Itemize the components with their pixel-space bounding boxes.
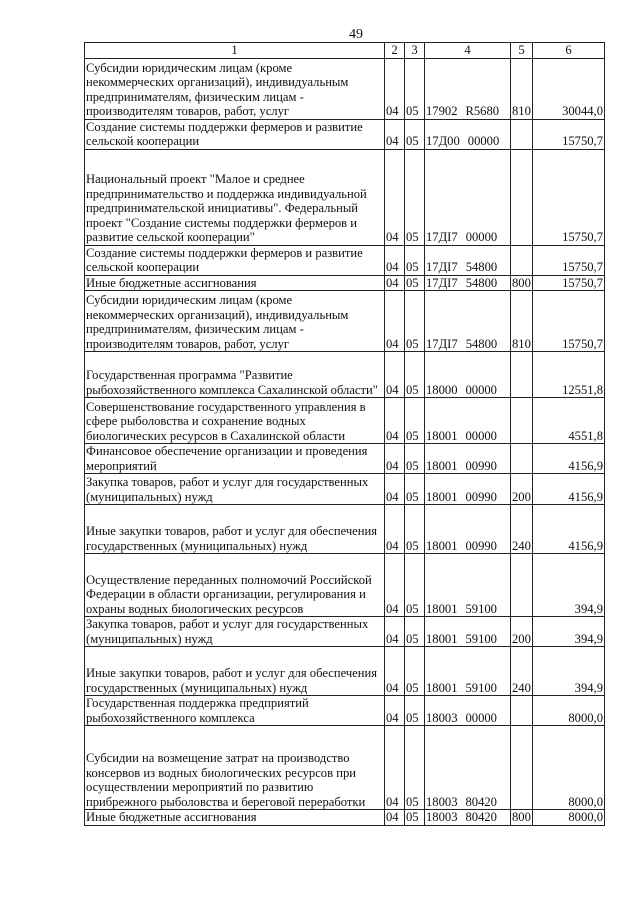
budget-table xyxy=(84,42,605,826)
header-cell-target-article: 4 xyxy=(425,43,511,59)
row-expense-type-cell xyxy=(511,554,533,617)
row-subsection-cell: 05 xyxy=(405,352,425,398)
target-article-suffix: 80420 xyxy=(465,794,497,809)
row-amount-cell: 8000,0 xyxy=(533,696,605,726)
table-row xyxy=(85,398,605,444)
target-article-suffix: R5680 xyxy=(465,104,500,118)
row-target-article-cell xyxy=(425,352,511,398)
row-expense-type-cell: 800 xyxy=(512,275,531,290)
table-row xyxy=(85,810,605,826)
table-row xyxy=(85,505,605,554)
row-subsection-cell: 05 xyxy=(405,119,425,149)
row-subsection-cell: 05 xyxy=(405,810,425,826)
target-article-code: 17ДI7 xyxy=(426,260,458,274)
row-expense-type-cell xyxy=(511,696,533,726)
row-subsection-cell: 05 xyxy=(405,554,425,617)
target-article-suffix: 00000 xyxy=(465,382,497,397)
row-section-cell: 04 xyxy=(385,554,405,617)
header-row xyxy=(85,43,605,59)
table-row xyxy=(85,647,605,696)
row-section-cell: 04 xyxy=(385,810,405,826)
target-article-suffix: 00000 xyxy=(465,710,497,725)
target-article-code: 18003 xyxy=(426,810,458,824)
row-target-article-cell xyxy=(425,291,511,352)
target-article-suffix: 00000 xyxy=(465,428,497,443)
table-row xyxy=(85,58,605,119)
target-article-code: 18001 xyxy=(426,631,458,646)
row-target-article-cell xyxy=(425,245,511,275)
table-row xyxy=(85,119,605,149)
row-target-article-cell xyxy=(425,398,511,444)
target-article-code: 18001 xyxy=(426,538,458,553)
row-name-cell: Осуществление переданных полномочий Российской Федерации в области организации, регулирования и охраны водных биологических ресурсов xyxy=(85,554,385,617)
row-expense-type-cell: 240 xyxy=(511,505,533,554)
row-target-article-cell xyxy=(425,554,511,617)
row-amount-cell: 4156,9 xyxy=(533,505,605,554)
header-cell-subsection: 3 xyxy=(405,43,425,59)
header-cell-expense-type: 5 xyxy=(511,43,533,59)
table-row xyxy=(85,444,605,474)
row-section-cell: 04 xyxy=(385,444,405,474)
row-target-article-cell xyxy=(425,58,511,119)
row-section-cell: 04 xyxy=(385,398,405,444)
row-target-article-cell xyxy=(425,149,511,245)
target-article-suffix: 59100 xyxy=(465,631,497,646)
target-article-suffix: 00000 xyxy=(467,134,500,148)
row-subsection-cell: 05 xyxy=(405,505,425,554)
row-expense-type-cell xyxy=(511,444,533,474)
target-article-code: 18001 xyxy=(426,458,458,473)
row-target-article-cell xyxy=(425,119,511,149)
row-name-cell: Иные бюджетные ассигнования xyxy=(85,810,385,826)
row-subsection-cell: 05 xyxy=(405,444,425,474)
target-article-suffix: 00000 xyxy=(465,230,498,244)
row-target-article-cell xyxy=(425,474,511,505)
row-amount-cell: 8000,0 xyxy=(533,726,605,810)
table-row xyxy=(85,352,605,398)
row-section-cell: 04 xyxy=(385,291,405,352)
row-expense-type-cell xyxy=(511,119,533,149)
row-section-cell: 04 xyxy=(385,352,405,398)
table-row xyxy=(85,275,605,291)
row-subsection-cell: 05 xyxy=(405,291,425,352)
row-expense-type-cell: 200 xyxy=(511,617,533,647)
row-expense-type-cell xyxy=(511,726,533,810)
row-name-cell: Государственная программа "Развитие рыбохозяйственного комплекса Сахалинской области" xyxy=(85,352,385,398)
row-amount-cell: 12551,8 xyxy=(533,352,605,398)
row-name-cell: Государственная поддержка предприятий рыбохозяйственного комплекса xyxy=(85,696,385,726)
row-amount-cell: 8000,0 xyxy=(533,810,605,826)
row-expense-type-cell xyxy=(511,149,533,245)
target-article-suffix: 59100 xyxy=(465,601,497,616)
row-subsection-cell: 05 xyxy=(405,245,425,275)
row-target-article-cell xyxy=(425,275,511,291)
target-article-code: 18001 xyxy=(426,489,458,504)
row-subsection-cell: 05 xyxy=(405,696,425,726)
row-name-cell: Иные закупки товаров, работ и услуг для обеспечения государственных (муниципальных) нужд xyxy=(85,647,385,696)
row-name-cell: Иные закупки товаров, работ и услуг для обеспечения государственных (муниципальных) нужд xyxy=(85,505,385,554)
row-expense-type-cell: 800 xyxy=(512,810,531,824)
row-section-cell: 04 xyxy=(385,119,405,149)
target-article-code: 18003 xyxy=(426,794,458,809)
row-target-article-cell xyxy=(425,617,511,647)
table-row xyxy=(85,149,605,245)
row-section-cell: 04 xyxy=(385,149,405,245)
row-amount-cell: 15750,7 xyxy=(533,119,605,149)
target-article-code: 18001 xyxy=(426,428,458,443)
table-row xyxy=(85,617,605,647)
row-name-cell: Иные бюджетные ассигнования xyxy=(85,275,385,291)
row-target-article-cell xyxy=(425,444,511,474)
row-target-article-cell xyxy=(425,696,511,726)
target-article-suffix: 54800 xyxy=(465,260,498,274)
row-expense-type-cell: 810 xyxy=(511,58,533,119)
row-subsection-cell: 05 xyxy=(405,617,425,647)
table-row xyxy=(85,696,605,726)
row-subsection-cell: 05 xyxy=(405,149,425,245)
row-name-cell: Субсидии юридическим лицам (кроме некоммерческих организаций), индивидуальным предпринимателям, физическим лицам - производителям товаров, работ, услуг xyxy=(85,291,385,352)
row-expense-type-cell: 810 xyxy=(511,291,533,352)
target-article-suffix: 00990 xyxy=(465,489,497,504)
row-target-article-cell xyxy=(425,647,511,696)
row-name-cell: Создание системы поддержки фермеров и развитие сельской кооперации xyxy=(85,119,385,149)
table-row xyxy=(85,474,605,505)
row-name-cell: Субсидии юридическим лицам (кроме некоммерческих организаций), индивидуальным предпринимателям, физическим лицам - производителям товаров, работ, услуг xyxy=(85,58,385,119)
target-article-code: 17ДI7 xyxy=(426,336,458,351)
header-cell-amount: 6 xyxy=(533,43,605,59)
row-subsection-cell: 05 xyxy=(405,726,425,810)
row-name-cell: Национальный проект "Малое и среднее предпринимательство и поддержка индивидуальной предпринимательской инициативы". Федеральный проект "Создание системы поддержки фермеров и развитие сельской кооперации" xyxy=(85,149,385,245)
table-row xyxy=(85,554,605,617)
row-section-cell: 04 xyxy=(385,474,405,505)
row-target-article-cell xyxy=(425,726,511,810)
row-subsection-cell: 05 xyxy=(405,275,425,291)
row-section-cell: 04 xyxy=(385,617,405,647)
page-number: 49 xyxy=(349,27,363,42)
row-expense-type-cell: 200 xyxy=(511,474,533,505)
header-cell-section: 2 xyxy=(385,43,405,59)
row-amount-cell: 15750,7 xyxy=(533,275,605,291)
row-name-cell: Финансовое обеспечение организации и проведения мероприятий xyxy=(85,444,385,474)
row-amount-cell: 394,9 xyxy=(533,647,605,696)
row-section-cell: 04 xyxy=(385,726,405,810)
target-article-code: 18001 xyxy=(426,680,458,695)
table-row xyxy=(85,291,605,352)
row-subsection-cell: 05 xyxy=(405,474,425,505)
row-section-cell: 04 xyxy=(385,505,405,554)
row-amount-cell: 394,9 xyxy=(533,554,605,617)
target-article-code: 17ДI7 xyxy=(426,230,458,244)
row-amount-cell: 15750,7 xyxy=(533,149,605,245)
table-row xyxy=(85,726,605,810)
header-cell-name: 1 xyxy=(85,43,385,59)
row-expense-type-cell xyxy=(511,352,533,398)
row-amount-cell: 4551,8 xyxy=(533,398,605,444)
target-article-code: 17Д00 xyxy=(426,134,460,148)
row-name-cell: Совершенствование государственного управления в сфере рыболовства и сохранение водных биологических ресурсов в Сахалинской области xyxy=(85,398,385,444)
row-target-article-cell xyxy=(425,810,511,826)
row-amount-cell: 30044,0 xyxy=(533,58,605,119)
row-amount-cell: 15750,7 xyxy=(533,245,605,275)
row-section-cell: 04 xyxy=(385,245,405,275)
target-article-suffix: 00990 xyxy=(465,458,497,473)
row-name-cell: Создание системы поддержки фермеров и развитие сельской кооперации xyxy=(85,245,385,275)
row-section-cell: 04 xyxy=(385,58,405,119)
target-article-code: 18001 xyxy=(426,601,458,616)
row-amount-cell: 15750,7 xyxy=(533,291,605,352)
row-subsection-cell: 05 xyxy=(405,647,425,696)
target-article-suffix: 59100 xyxy=(465,680,497,695)
row-amount-cell: 4156,9 xyxy=(533,444,605,474)
row-subsection-cell: 05 xyxy=(405,398,425,444)
row-name-cell: Закупка товаров, работ и услуг для государственных (муниципальных) нужд xyxy=(85,617,385,647)
target-article-code: 17902 xyxy=(426,104,458,118)
table-row xyxy=(85,245,605,275)
target-article-suffix: 80420 xyxy=(465,810,497,824)
row-name-cell: Субсидии на возмещение затрат на производство консервов из водных биологических ресурсов при осуществлении мероприятий по развитию прибрежного рыболовства и береговой переработки xyxy=(85,726,385,810)
row-section-cell: 04 xyxy=(385,647,405,696)
target-article-suffix: 00990 xyxy=(465,538,497,553)
row-name-cell: Закупка товаров, работ и услуг для государственных (муниципальных) нужд xyxy=(85,474,385,505)
target-article-suffix: 54800 xyxy=(465,275,498,290)
row-amount-cell: 4156,9 xyxy=(533,474,605,505)
target-article-suffix: 54800 xyxy=(465,336,498,351)
target-article-code: 18003 xyxy=(426,710,458,725)
row-expense-type-cell xyxy=(511,398,533,444)
row-subsection-cell: 05 xyxy=(405,58,425,119)
row-expense-type-cell xyxy=(511,245,533,275)
row-section-cell: 04 xyxy=(385,696,405,726)
target-article-code: 18000 xyxy=(426,382,458,397)
target-article-code: 17ДI7 xyxy=(426,275,458,290)
row-amount-cell: 394,9 xyxy=(533,617,605,647)
row-expense-type-cell: 240 xyxy=(511,647,533,696)
row-section-cell: 04 xyxy=(385,275,405,291)
row-target-article-cell xyxy=(425,505,511,554)
